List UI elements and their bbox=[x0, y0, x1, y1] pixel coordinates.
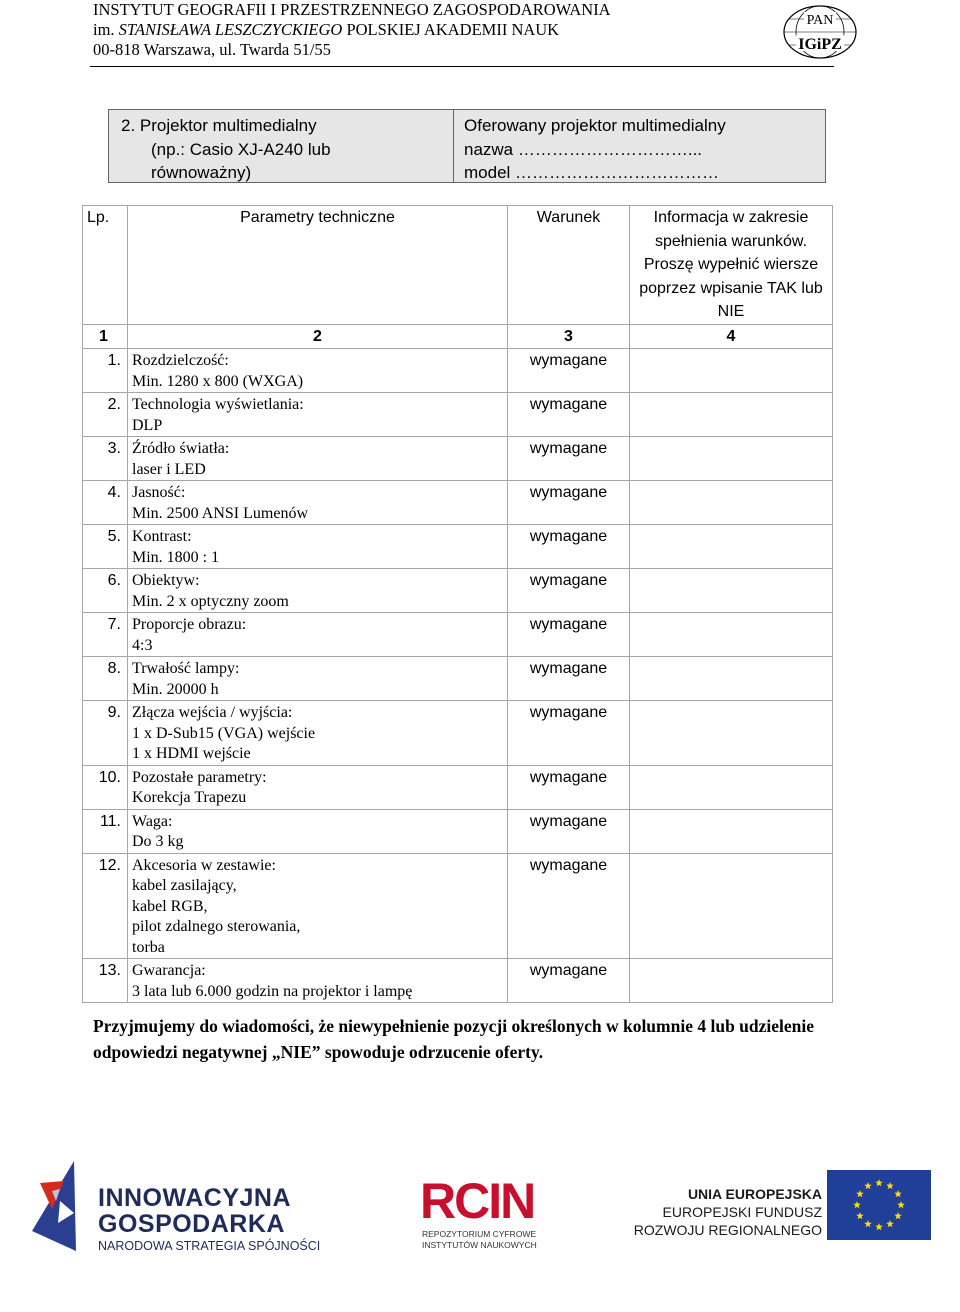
table-row bbox=[83, 481, 833, 525]
parameter-value: Min. 20000 h bbox=[132, 680, 219, 698]
offered-model-field[interactable]: model ……………………………… bbox=[464, 163, 720, 182]
row-number: 2. bbox=[83, 393, 128, 437]
answer-cell[interactable] bbox=[630, 393, 833, 437]
parameter-value: Min. 2 x optyczny zoom bbox=[132, 592, 289, 610]
ig-emblem-icon bbox=[30, 1161, 90, 1257]
answer-cell[interactable] bbox=[630, 809, 833, 853]
row-number: 5. bbox=[83, 525, 128, 569]
answer-cell[interactable] bbox=[630, 437, 833, 481]
parameter-cell bbox=[128, 569, 508, 613]
parameter-value: 1 x D-Sub15 (VGA) wejście bbox=[132, 724, 316, 742]
table-header-row bbox=[83, 206, 833, 325]
answer-cell[interactable] bbox=[630, 853, 833, 959]
answer-cell[interactable] bbox=[630, 481, 833, 525]
rcin-line1: REPOZYTORIUM CYFROWE bbox=[422, 1229, 537, 1239]
parameter-name: Złącza wejścia / wyjścia: bbox=[132, 704, 293, 721]
product-box-divider bbox=[453, 110, 454, 182]
condition-cell: wymagane bbox=[508, 657, 630, 701]
parameter-cell bbox=[128, 853, 508, 959]
parameter-name: Jasność: bbox=[132, 484, 186, 501]
row-number: 4. bbox=[83, 481, 128, 525]
parameter-cell bbox=[128, 657, 508, 701]
ig-line2: GOSPODARKA bbox=[98, 1210, 285, 1238]
parameter-value: Min. 1280 x 800 (WXGA) bbox=[132, 372, 304, 390]
table-row bbox=[83, 437, 833, 481]
product-description bbox=[121, 114, 331, 185]
parameter-value: laser i LED bbox=[132, 460, 206, 478]
parameter-name: Obiektyw: bbox=[132, 572, 200, 589]
parameter-value: Min. 1800 : 1 bbox=[132, 548, 220, 566]
parameter-cell bbox=[128, 393, 508, 437]
parameter-value: 3 lata lub 6.000 godzin na projektor i lampę bbox=[132, 982, 413, 1000]
answer-cell[interactable] bbox=[630, 569, 833, 613]
condition-cell: wymagane bbox=[508, 437, 630, 481]
parameter-cell bbox=[128, 809, 508, 853]
parameter-name: Waga: bbox=[132, 812, 173, 830]
header-rule bbox=[90, 66, 834, 67]
innowacyjna-gospodarka-logo bbox=[30, 1155, 330, 1255]
row-number: 9. bbox=[83, 701, 128, 766]
ue-line3: ROZWOJU REGIONALNEGO bbox=[633, 1222, 822, 1238]
condition-cell: wymagane bbox=[508, 701, 630, 766]
product-title: 2. Projektor multimedialny bbox=[121, 116, 317, 135]
answer-cell[interactable] bbox=[630, 959, 833, 1003]
pan-igipz-logo bbox=[782, 4, 858, 60]
header-info: Informacja w zakresie spełnienia warunków. Proszę wypełnić wiersze poprzez wpisanie TAK lub NIE bbox=[630, 206, 833, 325]
table-row bbox=[83, 349, 833, 393]
parameter-name: Źródło światła: bbox=[132, 440, 230, 457]
colnum-4: 4 bbox=[630, 324, 833, 349]
patron-name: STANISŁAWA LESZCZYCKIEGO bbox=[118, 20, 343, 39]
answer-cell[interactable] bbox=[630, 765, 833, 809]
table-row bbox=[83, 393, 833, 437]
condition-cell: wymagane bbox=[508, 613, 630, 657]
patron-suffix: POLSKIEJ AKADEMII NAUK bbox=[342, 20, 560, 39]
answer-cell[interactable] bbox=[630, 701, 833, 766]
condition-cell: wymagane bbox=[508, 525, 630, 569]
table-row bbox=[83, 613, 833, 657]
parameter-value: DLP bbox=[132, 416, 163, 434]
colnum-2: 2 bbox=[128, 324, 508, 349]
pan-logo-text: PAN bbox=[806, 13, 834, 28]
rcin-line2: INSTYTUTÓW NAUKOWYCH bbox=[422, 1240, 537, 1250]
table-row bbox=[83, 569, 833, 613]
parameter-cell bbox=[128, 701, 508, 766]
table-row bbox=[83, 701, 833, 766]
parameter-cell bbox=[128, 349, 508, 393]
parameter-value: Korekcja Trapezu bbox=[132, 789, 247, 806]
row-number: 8. bbox=[83, 657, 128, 701]
parameter-value: torba bbox=[132, 938, 165, 956]
parameter-name: Akcesoria w zestawie: bbox=[132, 856, 276, 874]
rcin-logo-text: RCIN bbox=[420, 1173, 535, 1229]
colnum-1: 1 bbox=[83, 324, 128, 349]
table-row bbox=[83, 809, 833, 853]
table-row bbox=[83, 525, 833, 569]
row-number: 13. bbox=[83, 959, 128, 1003]
condition-cell: wymagane bbox=[508, 853, 630, 959]
parameter-name: Technologia wyświetlania: bbox=[132, 396, 304, 413]
parameter-value: kabel RGB, bbox=[132, 897, 208, 915]
parameter-value: pilot zdalnego sterowania, bbox=[132, 918, 301, 935]
header-params: Parametry techniczne bbox=[128, 206, 508, 325]
table-row bbox=[83, 959, 833, 1003]
row-number: 11. bbox=[83, 809, 128, 853]
answer-cell[interactable] bbox=[630, 349, 833, 393]
answer-cell[interactable] bbox=[630, 657, 833, 701]
condition-cell: wymagane bbox=[508, 959, 630, 1003]
header-lp: Lp. bbox=[83, 206, 128, 325]
parameter-value: 4:3 bbox=[132, 636, 153, 654]
condition-cell: wymagane bbox=[508, 481, 630, 525]
condition-cell: wymagane bbox=[508, 809, 630, 853]
spec-table bbox=[82, 205, 833, 1003]
parameter-cell bbox=[128, 765, 508, 809]
ue-line2: EUROPEJSKI FUNDUSZ bbox=[662, 1204, 822, 1220]
parameter-name: Rozdzielczość: bbox=[132, 352, 229, 369]
parameter-value: Min. 2500 ANSI Lumenów bbox=[132, 504, 308, 522]
patron-prefix: im. bbox=[93, 20, 119, 39]
condition-cell: wymagane bbox=[508, 569, 630, 613]
condition-cell: wymagane bbox=[508, 349, 630, 393]
parameter-cell bbox=[128, 959, 508, 1003]
row-number: 1. bbox=[83, 349, 128, 393]
eu-flag-icon bbox=[827, 1170, 931, 1240]
ue-line1: UNIA EUROPEJSKA bbox=[687, 1186, 822, 1202]
header-condition: Warunek bbox=[508, 206, 630, 325]
ig-line1: INNOWACYJNA bbox=[98, 1184, 292, 1212]
parameter-name: Proporcje obrazu: bbox=[132, 616, 247, 633]
parameter-name: Kontrast: bbox=[132, 528, 192, 545]
parameter-value: kabel zasilający, bbox=[132, 877, 237, 894]
answer-cell[interactable] bbox=[630, 525, 833, 569]
parameter-name: Pozostałe parametry: bbox=[132, 768, 267, 786]
institute-name: INSTYTUT GEOGRAFII I PRZESTRZENNEGO ZAGOSPODAROWANIA bbox=[93, 0, 611, 19]
product-box bbox=[108, 109, 826, 183]
parameter-value: Do 3 kg bbox=[132, 833, 184, 850]
offered-product bbox=[464, 114, 726, 185]
table-row bbox=[83, 765, 833, 809]
spec-rows bbox=[83, 349, 833, 1003]
parameter-cell bbox=[128, 437, 508, 481]
parameter-name: Trwałość lampy: bbox=[132, 660, 240, 677]
parameter-value: 1 x HDMI wejście bbox=[132, 745, 251, 762]
row-number: 7. bbox=[83, 613, 128, 657]
colnum-3: 3 bbox=[508, 324, 630, 349]
rcin-logo bbox=[420, 1155, 550, 1255]
column-number-row bbox=[83, 324, 833, 349]
parameter-cell bbox=[128, 525, 508, 569]
eu-fund-text bbox=[633, 1155, 822, 1255]
rejection-note: Przyjmujemy do wiadomości, że niewypełnienie pozycji określonych w kolumnie 4 lub udzielenie odpowiedzi negatywnej „NIE” spowoduje odrzucenie oferty. bbox=[93, 1016, 815, 1062]
institute-header bbox=[93, 0, 653, 60]
condition-cell: wymagane bbox=[508, 765, 630, 809]
product-example: (np.: Casio XJ-A240 lub bbox=[151, 139, 331, 159]
parameter-cell bbox=[128, 613, 508, 657]
condition-cell: wymagane bbox=[508, 393, 630, 437]
institute-address: 00-818 Warszawa, ul. Twarda 51/55 bbox=[93, 40, 331, 59]
parameter-cell bbox=[128, 481, 508, 525]
igipz-logo-text: IGiPZ bbox=[798, 36, 842, 53]
parameter-name: Gwarancja: bbox=[132, 962, 206, 979]
row-number: 3. bbox=[83, 437, 128, 481]
row-number: 12. bbox=[83, 853, 128, 959]
row-number: 10. bbox=[83, 765, 128, 809]
institute-patron bbox=[93, 20, 653, 40]
offered-label: Oferowany projektor multimedialny bbox=[464, 116, 726, 135]
product-equivalent: równoważny) bbox=[151, 163, 252, 182]
table-row bbox=[83, 657, 833, 701]
offered-name-field[interactable]: nazwa …………………………... bbox=[464, 139, 703, 159]
table-row bbox=[83, 853, 833, 959]
answer-cell[interactable] bbox=[630, 613, 833, 657]
row-number: 6. bbox=[83, 569, 128, 613]
ig-line3: NARODOWA STRATEGIA SPÓJNOŚCI bbox=[98, 1239, 321, 1253]
